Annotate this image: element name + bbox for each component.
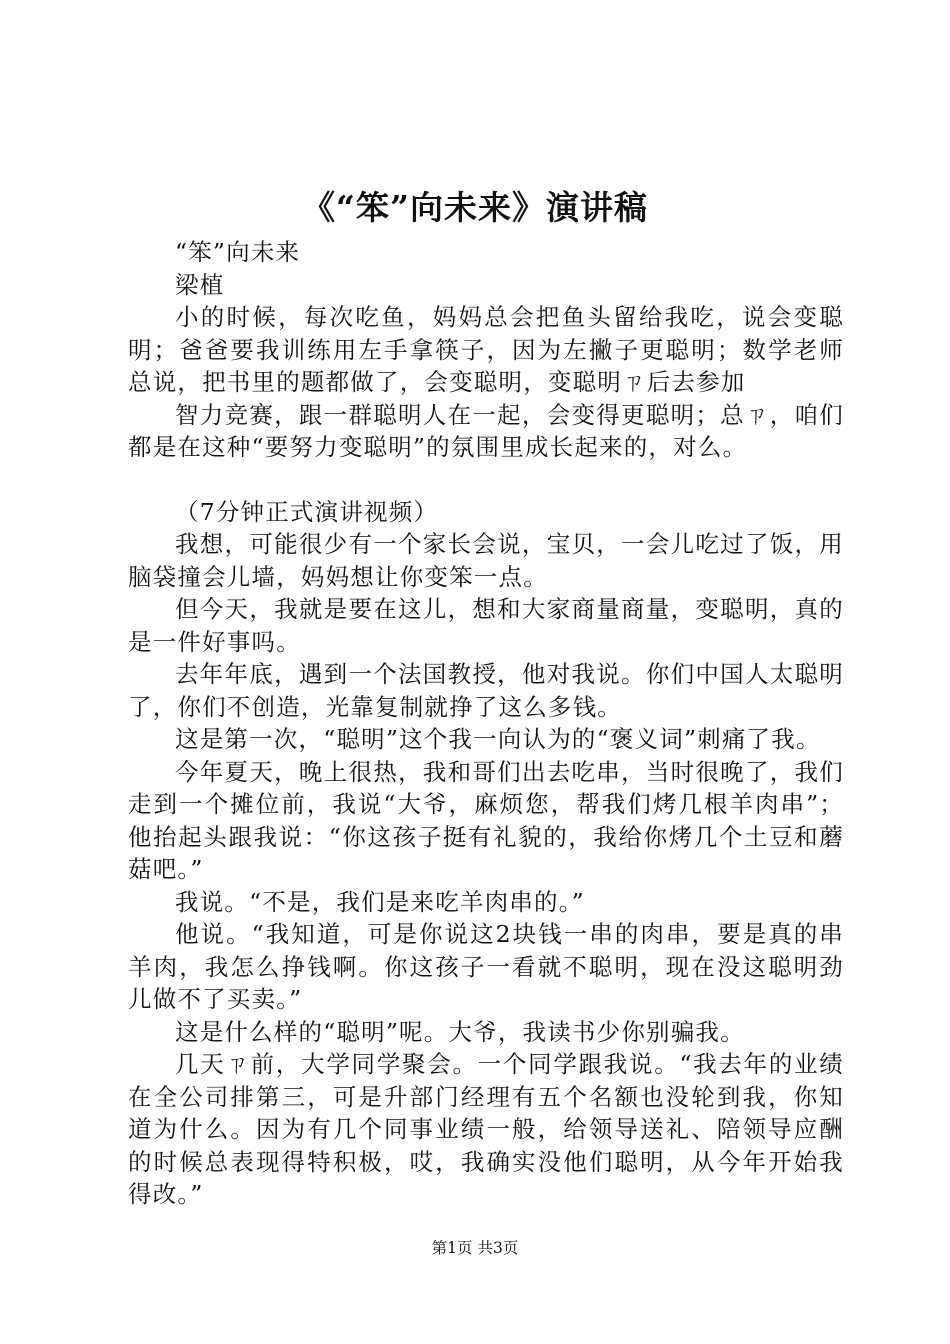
document-body	[128, 236, 844, 1211]
body-paragraph: 我说。“不是，我们是来吃羊肉串的。”	[175, 887, 585, 916]
body-paragraph: 今年夏天，晚上很热，我和哥们出去吃串，当时很晚了，我们走到一个摊位前，我说“大爷，麻烦您，帮我们烤几根羊肉串”；他抬起头跟我说：“你这孩子挺有礼貌的，我给你烤几个土豆和蘑菇吧。”	[128, 757, 844, 883]
body-paragraph: 他说。“我知道，可是你说这2块钱一串的肉串，要是真的串羊肉，我怎么挣钱啊。你这孩子一看就不聪明，现在没这聪明劲儿做不了买卖。”	[128, 920, 844, 1013]
body-paragraph: 但今天，我就是要在这儿，想和大家商量商量，变聪明，真的是一件好事吗。	[128, 595, 844, 656]
page-footer: 第1页 共3页	[431, 1239, 519, 1257]
body-paragraph: 这是第一次，“聪明”这个我一向认为的“褒义词”刺痛了我。	[175, 725, 821, 753]
body-paragraph: 去年年底，遇到一个法国教授，他对我说。你们中国人太聪明了，你们不创造，光靠复制就挣了这么多钱。	[128, 660, 844, 721]
document-title: 《“笨”向未来》演讲稿	[302, 188, 648, 227]
body-paragraph: 这是什么样的“聪明”呢。大爷，我读书少你别骗我。	[175, 1017, 745, 1046]
author-paragraph: 梁植	[175, 270, 225, 299]
body-paragraph: 小的时候，每次吃鱼，妈妈总会把鱼头留给我吃，说会变聪明；爸爸要我训练用左手拿筷子，因为左撇子更聪明；数学老师总说，把书里的题都做了，会变聪明，变聪明ㄗ后去参加	[128, 303, 844, 396]
body-paragraph: 几天ㄗ前，大学同学聚会。一个同学跟我说。“我去年的业绩在全公司排第三，可是升部门经理有五个名额也没轮到我，你知道为什么。因为有几个同事业绩一般，给领导送礼、陪领导应酬的时候总表现得特积极，哎，我确实没他们聪明，从今年开始我得改。”	[128, 1050, 844, 1208]
video-note-paragraph: （7分钟正式演讲视频）	[175, 497, 439, 526]
body-paragraph: 我想，可能很少有一个家长会说，宝贝，一会儿吃过了饭，用脑袋撞会儿墙，妈妈想让你变笨一点。	[128, 530, 844, 591]
body-paragraph: 智力竞赛，跟一群聪明人在一起，会变得更聪明；总ㄗ，咱们都是在这种“要努力变聪明”的氛围里成长起来的，对么。	[128, 400, 844, 461]
subtitle-paragraph: “笨”向未来	[175, 238, 301, 266]
paragraph-spacer	[128, 464, 844, 496]
